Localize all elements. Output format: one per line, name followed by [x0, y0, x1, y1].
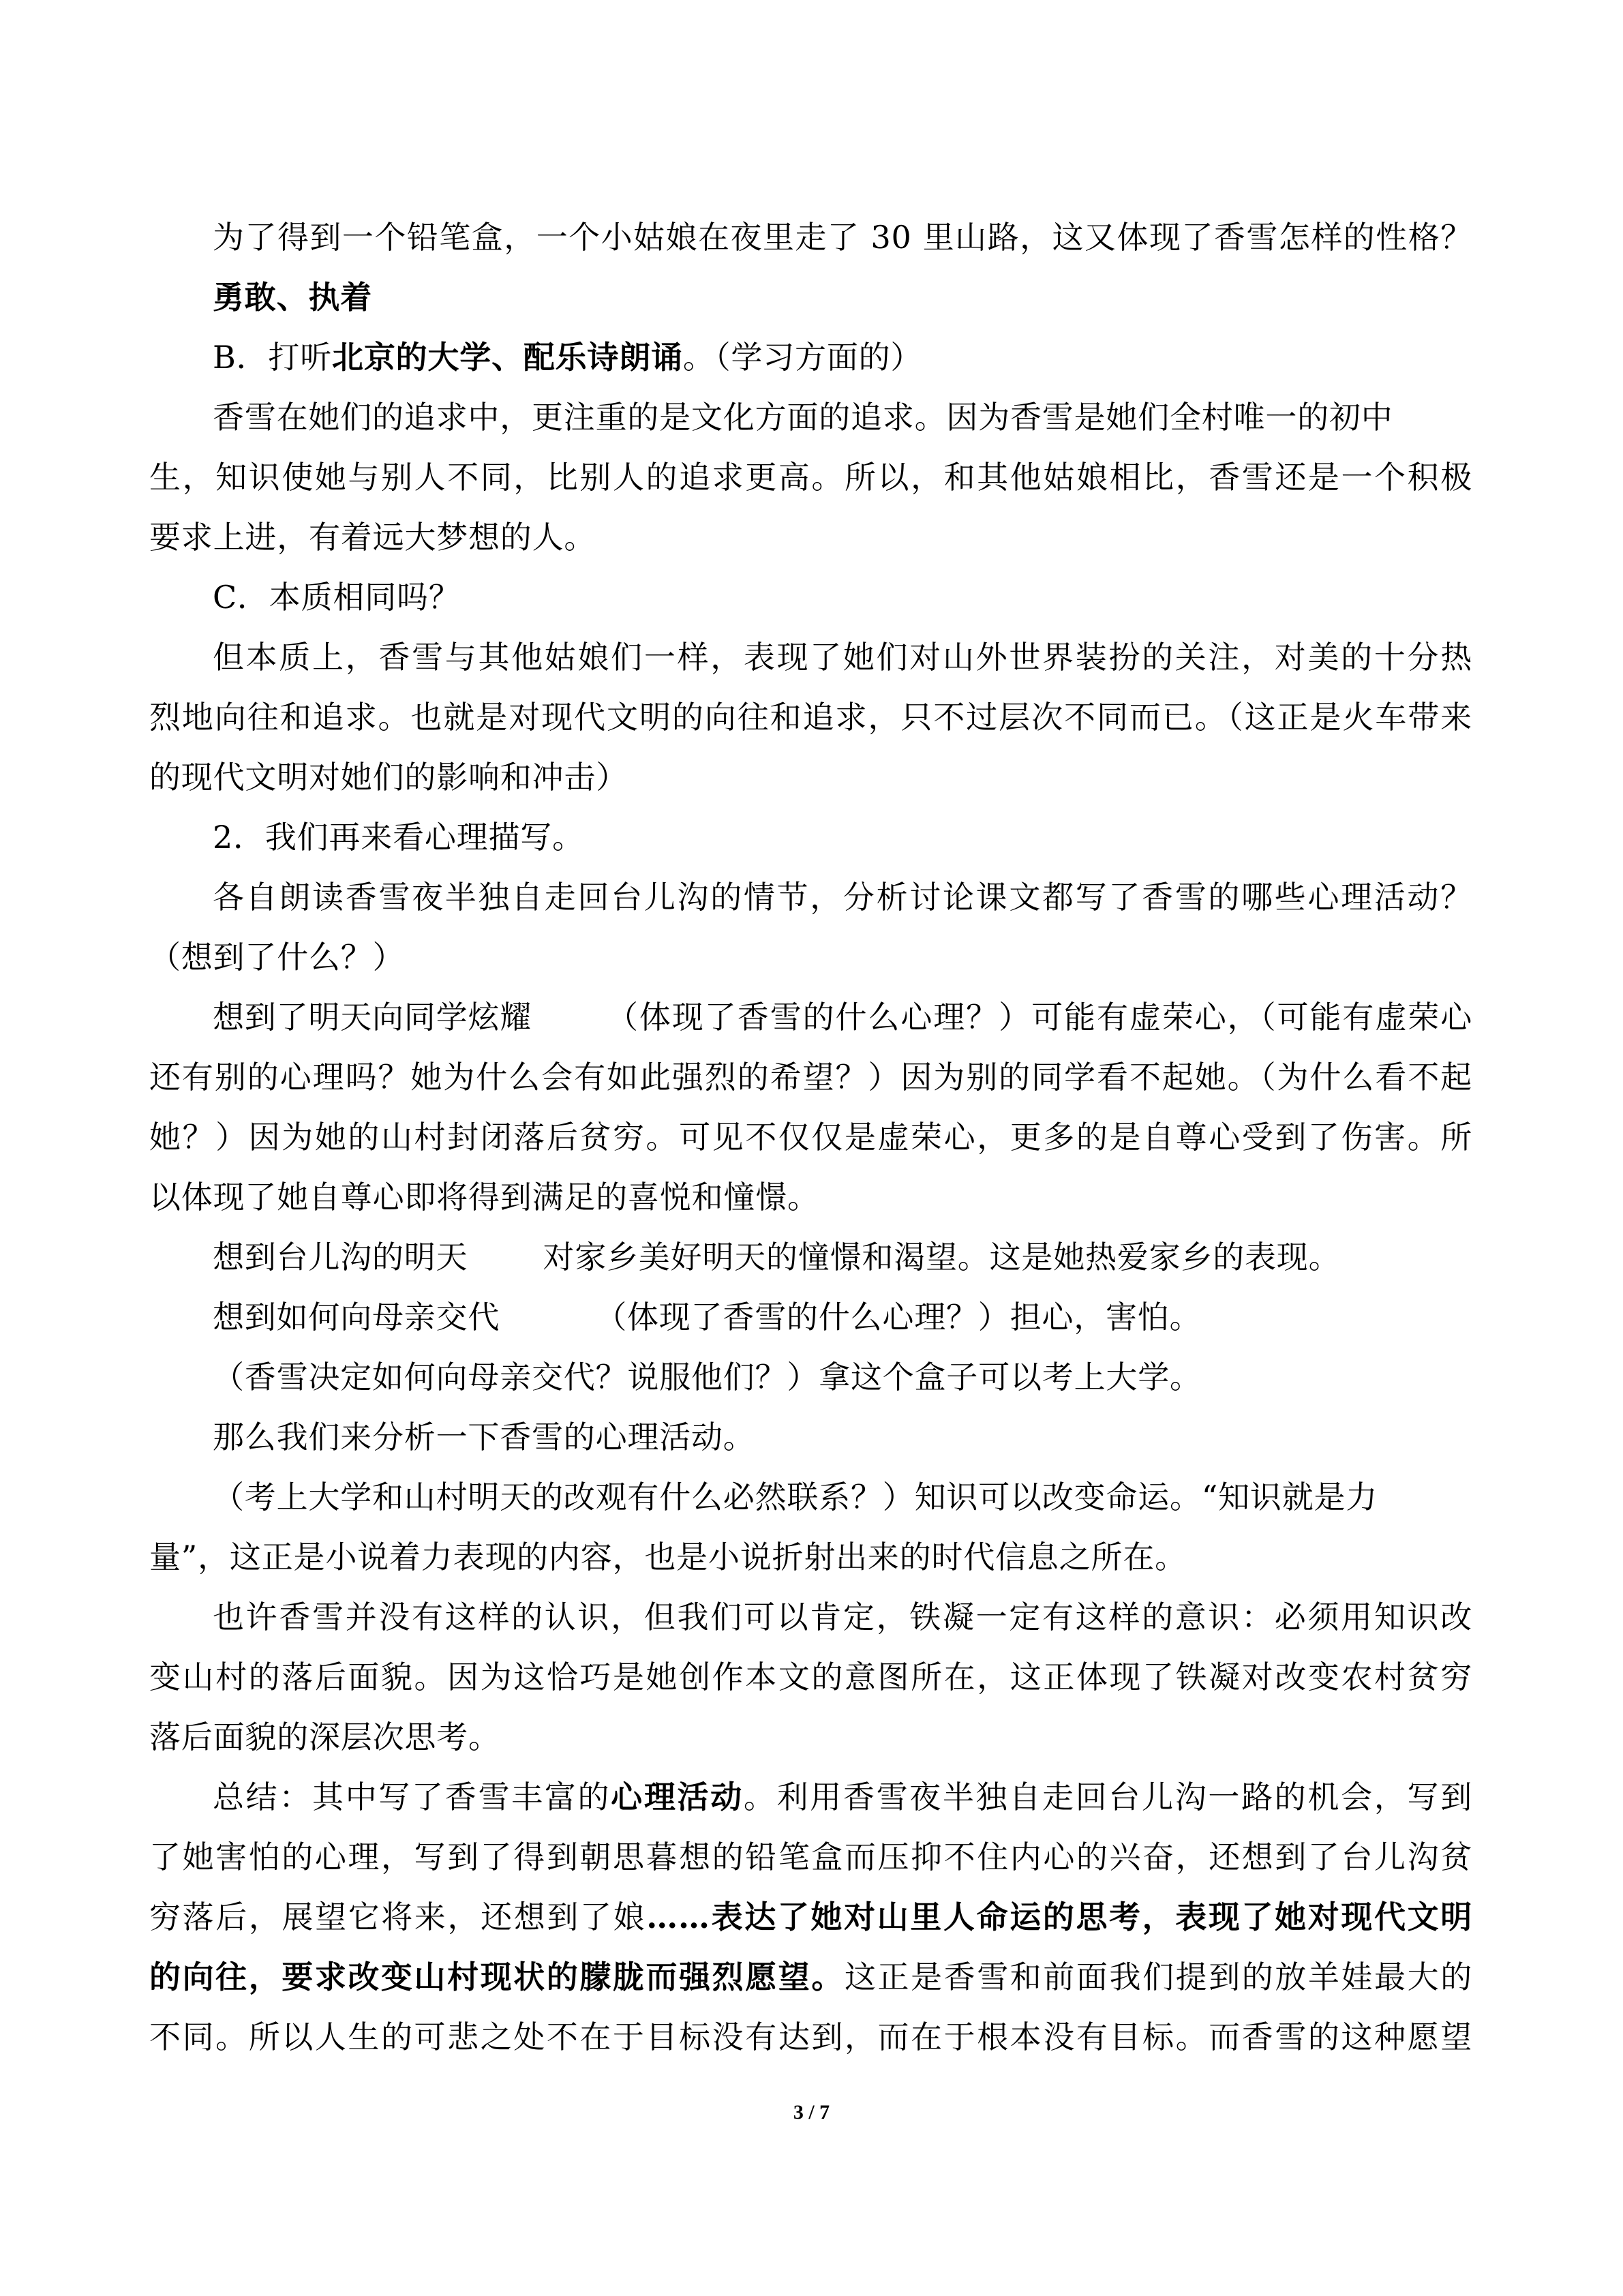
text-line [149, 267, 1472, 327]
text-line [149, 1887, 1472, 1947]
line-text: 要求上进，有着远大梦想的人。 [149, 519, 596, 556]
line-text: 不同。所以人生的可悲之处不在于目标没有达到，而在于根本没有目标。而香雪的这种愿望 [149, 2019, 1472, 2055]
line-text: 落后面貌的深层次思考。 [149, 1719, 500, 1755]
line-text: 对家乡美好明天的憧憬和渴望。这是她热爱家乡的表现。 [543, 1239, 1341, 1275]
text-line [149, 1287, 1472, 1347]
text-line [149, 447, 1472, 507]
line-text: 这正是香雪和前面我们提到的放羊娃最大的 [844, 1959, 1472, 1995]
text-line [149, 387, 1472, 447]
text-line [149, 1947, 1472, 2007]
line-text: 想到如何向母亲交代 [213, 1299, 500, 1335]
line-text: 香雪在她们的追求中，更注重的是文化方面的追求。因为香雪是她们全村唯一的初中 [213, 399, 1393, 436]
text-line [149, 747, 1472, 807]
text-line [149, 687, 1472, 747]
line-text: 烈地向往和追求。也就是对现代文明的向往和追求，只不过层次不同而已。（这正是火车带来 [149, 699, 1472, 736]
line-text: 想到台儿沟的明天 [213, 1239, 468, 1275]
bold-text: ……表达了她对山里人命运的思考，表现了她对现代文明 [646, 1899, 1473, 1935]
line-text: 想到了明天向同学炫耀 [213, 999, 532, 1036]
text-line [149, 1707, 1472, 1767]
bold-text: 北京的大学、配乐诗朗诵 [332, 339, 683, 376]
text-line [149, 327, 1472, 387]
blank-gap [500, 1287, 595, 1347]
text-line [149, 627, 1472, 687]
text-line [149, 1167, 1472, 1227]
text-line [149, 1347, 1472, 1407]
blank-gap [468, 1227, 543, 1287]
text-line [149, 1227, 1472, 1287]
text-line [149, 1467, 1472, 1527]
text-line [149, 2007, 1472, 2067]
blank-gap [532, 987, 607, 1047]
line-text: 穷落后，展望它将来，还想到了娘 [149, 1899, 647, 1935]
line-text: 各自朗读香雪夜半独自走回台儿沟的情节，分析讨论课文都写了香雪的哪些心理活动？ [213, 879, 1472, 916]
line-text: 她？）因为她的山村封闭落后贫穷。可见不仅仅是虚荣心，更多的是自尊心受到了伤害。所 [149, 1119, 1472, 1155]
line-text: 还有别的心理吗？她为什么会有如此强烈的希望？）因为别的同学看不起她。（为什么看不起 [149, 1059, 1472, 1096]
line-text: 变山村的落后面貌。因为这恰巧是她创作本文的意图所在，这正体现了铁凝对改变农村贫穷 [149, 1659, 1472, 1695]
bold-text: 勇敢、执着 [213, 279, 372, 316]
text-line [149, 1407, 1472, 1467]
text-line [149, 927, 1472, 987]
text-line [149, 807, 1472, 867]
line-text: （体现了香雪的什么心理？）担心，害怕。 [595, 1299, 1202, 1335]
text-line [149, 207, 1472, 267]
line-text: 的现代文明对她们的影响和冲击） [149, 759, 628, 796]
text-line [149, 1647, 1472, 1707]
text-line [149, 1047, 1472, 1107]
text-line [149, 1587, 1472, 1647]
line-text: 了她害怕的心理，写到了得到朝思暮想的铅笔盒而压抑不住内心的兴奋，还想到了台儿沟贫 [149, 1839, 1472, 1875]
line-text: 但本质上，香雪与其他姑娘们一样，表现了她们对山外世界装扮的关注，对美的十分热 [213, 639, 1472, 676]
text-line [149, 867, 1472, 927]
line-text: 2．我们再来看心理描写。 [213, 819, 584, 856]
text-line [149, 1827, 1472, 1887]
line-text: （考上大学和山村明天的改观有什么必然联系？）知识可以改变命运。“知识就是力 [213, 1479, 1378, 1515]
text-line [149, 1527, 1472, 1587]
line-text: 量”，这正是小说着力表现的内容，也是小说折射出来的时代信息之所在。 [149, 1539, 1187, 1575]
line-text: （想到了什么？） [149, 939, 405, 976]
bold-text: 的向往，要求改变山村现状的朦胧而强烈愿望。 [149, 1959, 845, 1995]
line-text: C．本质相同吗？ [213, 579, 461, 616]
line-text: 。（学习方面的） [682, 339, 923, 376]
body-text [149, 207, 1472, 2067]
line-text: （体现了香雪的什么心理？）可能有虚荣心，（可能有虚荣心 [607, 999, 1472, 1036]
line-text: 也许香雪并没有这样的认识，但我们可以肯定，铁凝一定有这样的意识：必须用知识改 [213, 1599, 1472, 1635]
text-line [149, 507, 1472, 567]
line-text: B．打听 [213, 339, 333, 376]
text-line [149, 567, 1472, 627]
line-text: 那么我们来分析一下香雪的心理活动。 [213, 1419, 755, 1455]
line-text: 生，知识使她与别人不同，比别人的追求更高。所以，和其他姑娘相比，香雪还是一个积极 [149, 459, 1472, 496]
line-text: （香雪决定如何向母亲交代？说服他们？）拿这个盒子可以考上大学。 [213, 1359, 1202, 1395]
text-line [149, 987, 1472, 1047]
bold-text: 心理活动 [611, 1779, 744, 1815]
line-text: 为了得到一个铅笔盒，一个小姑娘在夜里走了 30 里山路，这又体现了香雪怎样的性格？ [213, 219, 1472, 256]
line-text: 以体现了她自尊心即将得到满足的喜悦和憧憬。 [149, 1179, 819, 1215]
line-text: 总结：其中写了香雪丰富的 [213, 1779, 611, 1815]
text-line [149, 1767, 1472, 1827]
text-line [149, 1107, 1472, 1167]
line-text: 。利用香雪夜半独自走回台儿沟一路的机会，写到 [743, 1779, 1472, 1815]
page-number: 3 / 7 [793, 2101, 830, 2124]
